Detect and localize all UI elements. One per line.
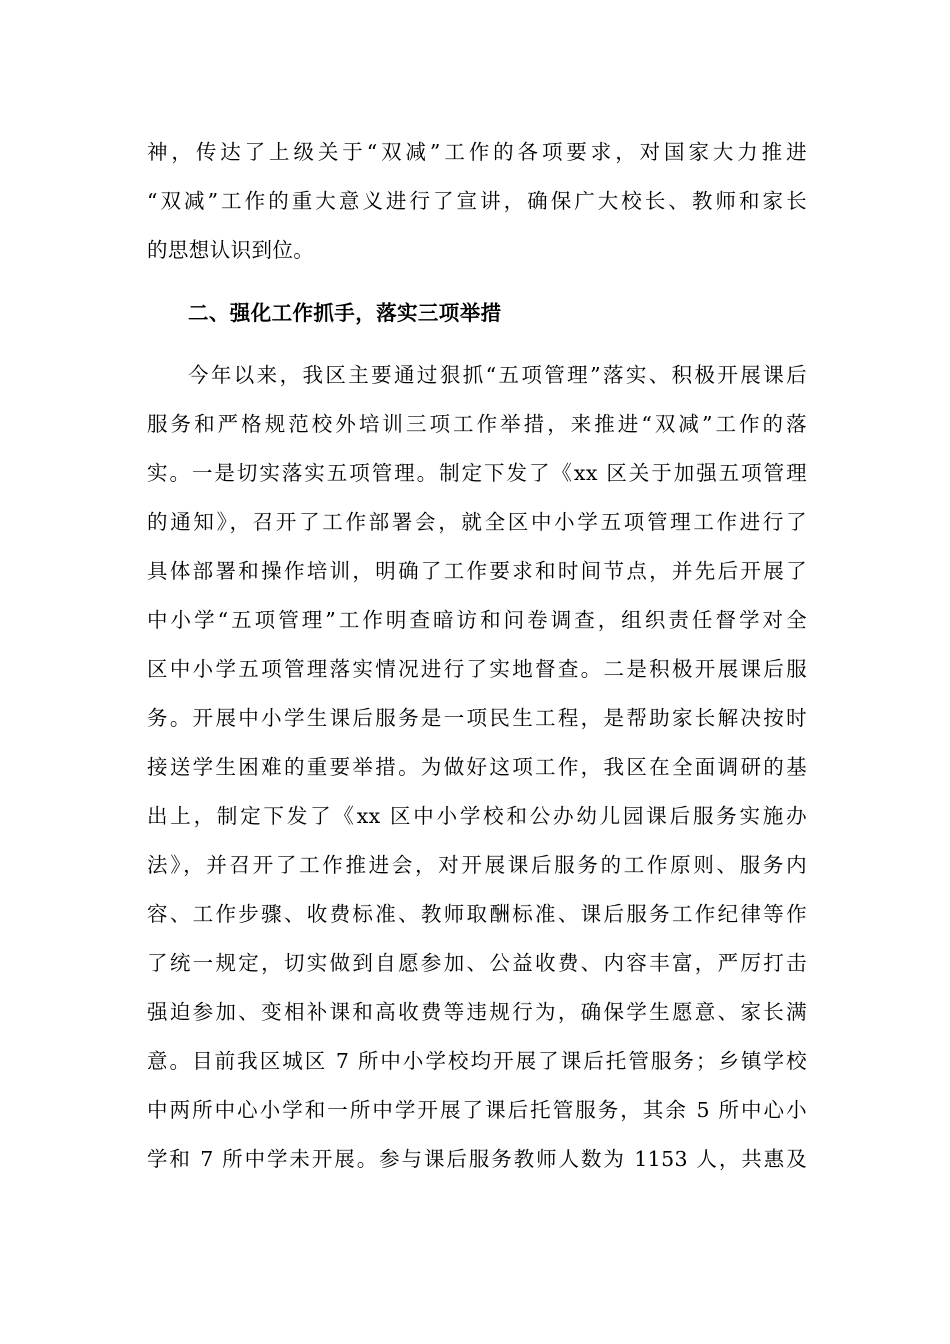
paragraph-2-line-11: 法》，并召开了工作推进会，对开展课后服务的工作原则、服务内	[147, 853, 807, 877]
paragraph-2-line-13: 了统一规定，切实做到自愿参加、公益收费、内容丰富，严厉打击	[147, 951, 807, 975]
paragraph-1-line-2: “双减”工作的重大意义进行了宣讲，确保广大校长、教师和家长	[147, 189, 807, 213]
paragraph-2-line-5: 具体部署和操作培训，明确了工作要求和时间节点，并先后开展了	[147, 559, 807, 583]
paragraph-2-line-16: 中两所中心小学和一所中学开展了课后托管服务，其余 5 所中心小	[147, 1098, 807, 1122]
paragraph-2-line-9: 接送学生困难的重要举措。为做好这项工作，我区在全面调研的基	[147, 755, 807, 779]
paragraph-2-line-15: 意。目前我区城区 7 所中小学校均开展了课后托管服务；乡镇学校	[147, 1049, 807, 1073]
paragraph-2-line-14: 强迫参加、变相补课和高收费等违规行为，确保学生愿意、家长满	[147, 1000, 807, 1024]
paragraph-2-line-8: 务。开展中小学生课后服务是一项民生工程，是帮助家长解决按时	[147, 706, 807, 730]
paragraph-1-line-1: 神，传达了上级关于“双减”工作的各项要求，对国家大力推进	[147, 140, 807, 164]
paragraph-2-line-3: 实。一是切实落实五项管理。制定下发了《xx 区关于加强五项管理	[147, 461, 807, 485]
paragraph-2-line-2: 服务和严格规范校外培训三项工作举措，来推进“双减”工作的落	[147, 412, 807, 436]
paragraph-2-line-4: 的通知》，召开了工作部署会，就全区中小学五项管理工作进行了	[147, 510, 807, 534]
paragraph-2-line-17: 学和 7 所中学未开展。参与课后服务教师人数为 1153 人，共惠及	[147, 1147, 807, 1171]
paragraph-1-line-3: 的思想认识到位。	[147, 238, 315, 262]
paragraph-2-line-7: 区中小学五项管理落实情况进行了实地督查。二是积极开展课后服	[147, 657, 807, 681]
section-heading-2: 二、强化工作抓手，落实三项举措	[188, 301, 502, 325]
paragraph-2-line-1: 今年以来，我区主要通过狠抓“五项管理”落实、积极开展课后	[188, 363, 807, 387]
paragraph-2-line-6: 中小学“五项管理”工作明查暗访和问卷调查，组织责任督学对全	[147, 608, 807, 632]
paragraph-2-line-12: 容、工作步骤、收费标准、教师取酬标准、课后服务工作纪律等作	[147, 902, 807, 926]
paragraph-2-line-10: 出上，制定下发了《xx 区中小学校和公办幼儿园课后服务实施办	[147, 804, 807, 828]
